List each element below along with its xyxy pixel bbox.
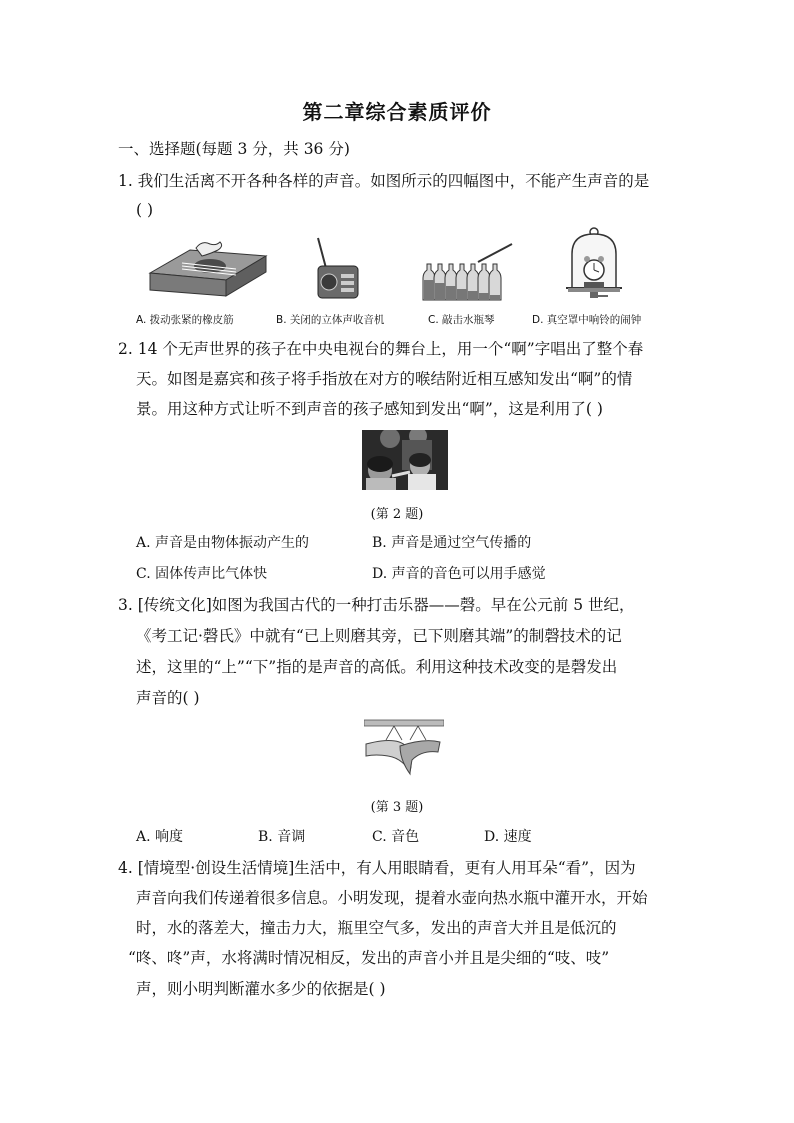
q1-figure-d-bell-jar-clock <box>562 226 626 306</box>
question-1-answer-blank: ( ) <box>136 201 154 219</box>
q1-caption-d: D. 真空罩中响铃的闹钟 <box>532 314 642 326</box>
question-3-line-2: 《考工记·磬氏》中就有“已上则磨其旁，已下则磨其端”的制磬技术的记 <box>136 627 622 645</box>
question-4-line-5: 声，则小明判断灌水多少的依据是( ) <box>136 980 386 998</box>
q2-option-d: D. 声音的音色可以用手感觉 <box>372 566 546 582</box>
q1-figure-c-bottle-xylophone <box>420 240 516 304</box>
question-2-line-1: 2. 14 个无声世界的孩子在中央电视台的舞台上，用一个“啊”字唱出了整个春 <box>118 340 644 358</box>
q3-option-b: B. 音调 <box>258 829 306 845</box>
question-3-line-1: 3. [传统文化]如图为我国古代的一种打击乐器——磬。早在公元前 5 世纪， <box>118 596 635 614</box>
question-4-line-1: 4. [情境型·创设生活情境]生活中，有人用眼睛看，更有人用耳朵“看”，因为 <box>118 859 636 877</box>
question-1-line-1: 1. 我们生活离不开各种各样的声音。如图所示的四幅图中，不能产生声音的是 <box>118 172 650 190</box>
q3-option-c: C. 音色 <box>372 829 420 845</box>
q2-figure-caption: (第 2 题) <box>370 507 424 522</box>
q2-photo-children <box>362 430 448 490</box>
q1-figure-b-radio <box>312 236 362 304</box>
q1-figure-a-rubber-band <box>148 238 268 300</box>
q2-option-b: B. 声音是通过空气传播的 <box>372 535 532 551</box>
question-4-line-4: “咚、咚”声，水将满时情况相反，发出的声音小并且是尖细的“吱、吱” <box>128 949 610 967</box>
q3-figure-chime-stone <box>364 716 444 780</box>
q1-caption-c: C. 敲击水瓶琴 <box>428 314 495 326</box>
question-4-line-2: 声音向我们传递着很多信息。小明发现，提着水壶向热水瓶中灌开水，开始 <box>136 889 648 907</box>
q3-option-d: D. 速度 <box>484 829 532 845</box>
q3-option-a: A. 响度 <box>136 829 184 845</box>
q2-option-c: C. 固体传声比气体快 <box>136 566 268 582</box>
page-title: 第二章综合素质评价 <box>302 100 492 124</box>
q3-figure-caption: (第 3 题) <box>370 800 424 815</box>
question-2-line-2: 天。如图是嘉宾和孩子将手指放在对方的喉结附近相互感知发出“啊”的情 <box>136 370 633 388</box>
question-3-line-3: 述，这里的“上”“下”指的是声音的高低。利用这种技术改变的是磬发出 <box>136 658 618 676</box>
question-4-line-3: 时，水的落差大，撞击力大，瓶里空气多，发出的声音大并且是低沉的 <box>136 919 617 937</box>
q1-caption-a: A. 拨动张紧的橡皮筋 <box>136 314 234 326</box>
q1-caption-b: B. 关闭的立体声收音机 <box>276 314 385 326</box>
question-3-line-4: 声音的( ) <box>136 689 200 707</box>
question-2-line-3: 景。用这种方式让听不到声音的孩子感知到发出“啊”，这是利用了( ) <box>136 400 603 418</box>
section-heading: 一、选择题(每题 3 分，共 36 分) <box>118 140 350 158</box>
q2-option-a: A. 声音是由物体振动产生的 <box>136 535 310 551</box>
